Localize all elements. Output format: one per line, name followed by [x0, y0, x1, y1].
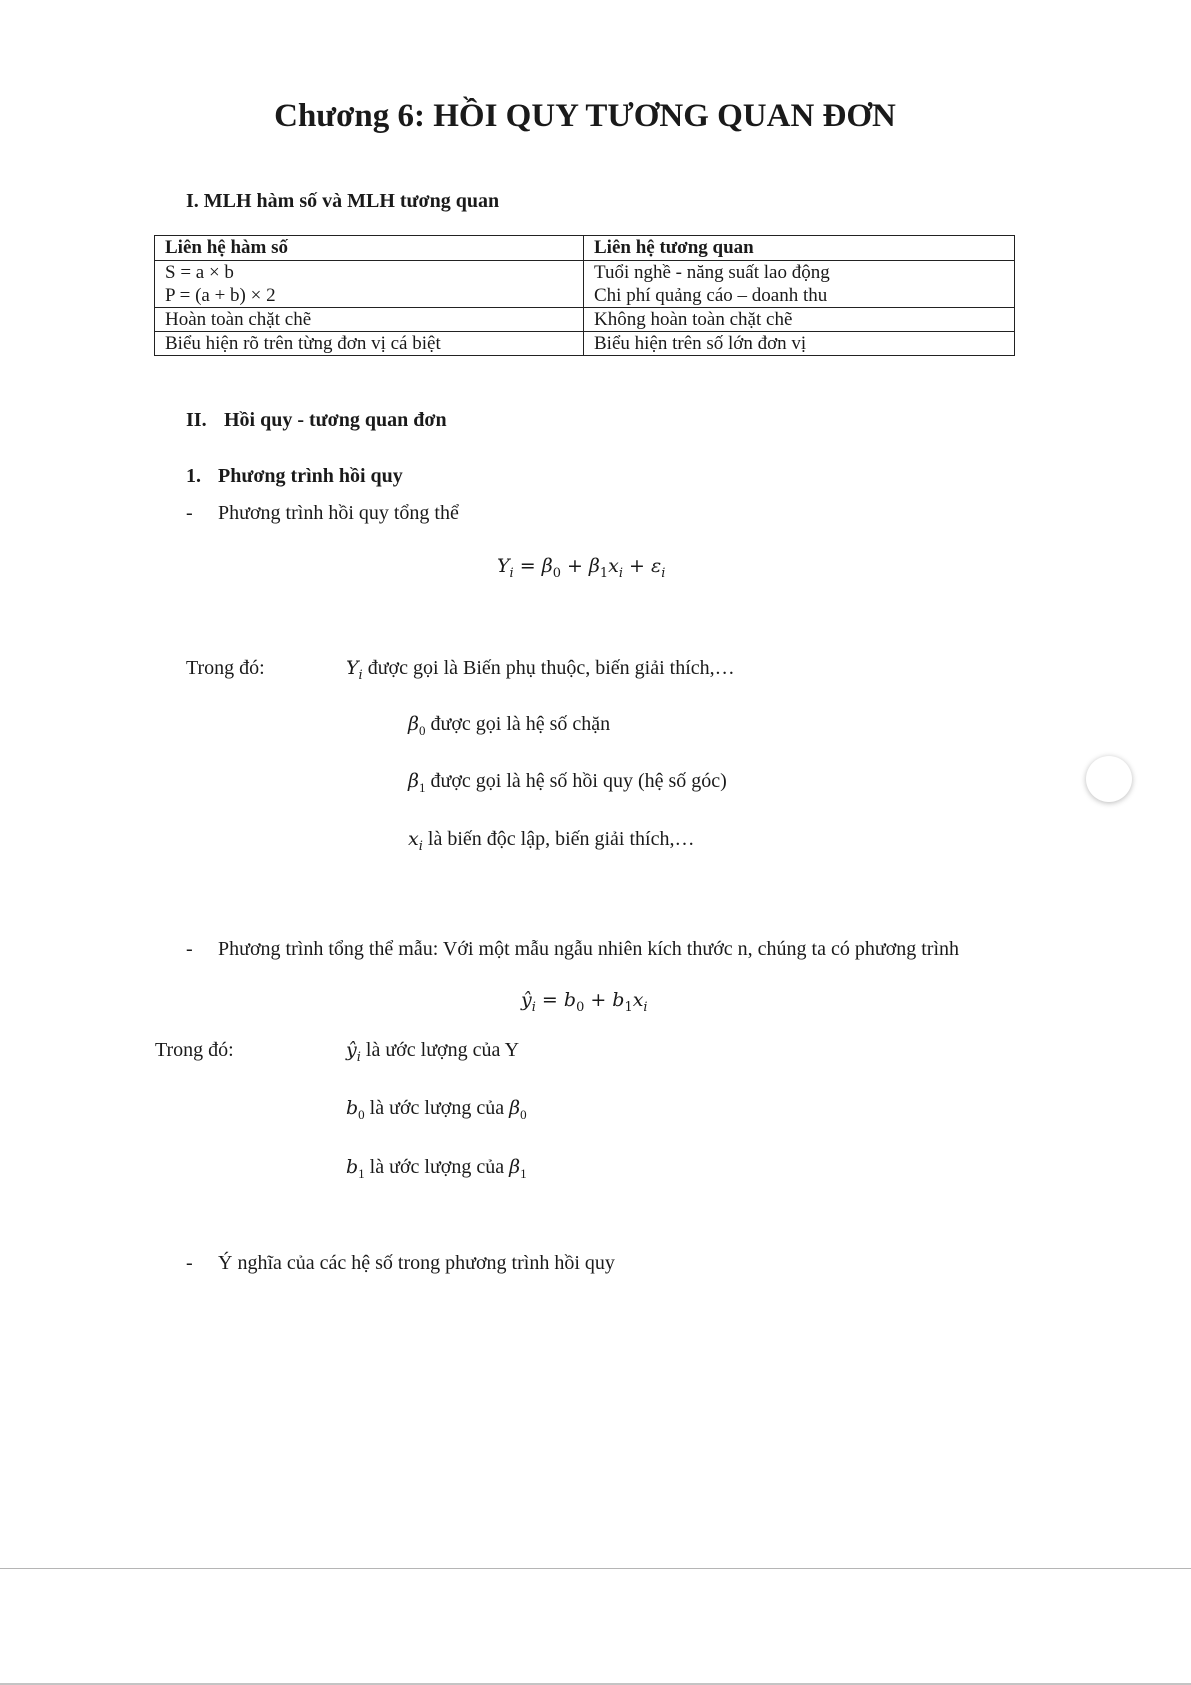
bullet-dash: -: [186, 1252, 193, 1274]
def-symbol: Y: [346, 657, 359, 679]
def-symbol: β: [509, 1097, 521, 1119]
eq-symbol: b: [563, 989, 577, 1011]
table-row: [155, 308, 1015, 332]
bullet-text: Phương trình tổng thể mẫu: Với một mẫu ngẫu nhiên kích thước n, chúng ta có phương trình: [218, 938, 960, 960]
comparison-table: [154, 235, 1015, 356]
def-symbol: b: [346, 1097, 359, 1119]
definition-line: [346, 1156, 527, 1182]
def-text: được gọi là hệ số hồi quy (hệ số góc): [425, 770, 727, 792]
table-cell: Không hoàn toàn chặt chẽ: [584, 308, 1015, 332]
bullet-dash: -: [186, 938, 193, 960]
table-cell: Chi phí quảng cáo – doanh thu: [584, 284, 1015, 308]
sample-regression-equation: [521, 989, 648, 1015]
eq-symbol: x: [632, 989, 644, 1011]
eq-operator: +: [566, 555, 583, 577]
page-title: Chương 6: HỒI QUY TƯƠNG QUAN ĐƠN: [274, 98, 896, 134]
def-symbol: x: [408, 828, 419, 850]
section-heading-1: I. MLH hàm số và MLH tương quan: [186, 190, 500, 212]
def-text: là ước lượng của Y: [360, 1039, 520, 1061]
eq-subscript: 1: [624, 999, 633, 1015]
def-subscript: 0: [418, 723, 426, 738]
eq-operator: +: [590, 989, 607, 1011]
definition-line: [346, 657, 735, 683]
population-regression-equation: [497, 555, 665, 581]
subsection-heading: Phương trình hồi quy: [218, 465, 403, 487]
where-label: Trong đó:: [186, 657, 265, 679]
table-row: [155, 284, 1015, 308]
table-cell: Biểu hiện trên số lớn đơn vị: [584, 332, 1015, 356]
table-cell: Hoàn toàn chặt chẽ: [155, 308, 584, 332]
def-symbol: β: [408, 713, 419, 735]
eq-symbol: β: [541, 555, 553, 577]
eq-subscript: i: [509, 565, 514, 581]
eq-subscript: 0: [552, 565, 561, 581]
definition-line: [408, 770, 727, 796]
eq-symbol: b: [612, 989, 625, 1011]
table-header-cell: Liên hệ hàm số: [155, 236, 584, 261]
bullet-text: Phương trình hồi quy tổng thể: [218, 502, 459, 524]
def-symbol: ŷ: [346, 1039, 357, 1061]
def-subscript: i: [358, 668, 363, 683]
eq-subscript: i: [661, 565, 666, 581]
table-row: [155, 332, 1015, 356]
table-row: [155, 261, 1015, 285]
definition-line: [408, 713, 610, 739]
eq-operator: =: [519, 555, 536, 577]
def-symbol: b: [346, 1156, 359, 1178]
section-heading-2: Hồi quy - tương quan đơn: [224, 409, 447, 431]
def-symbol: β: [408, 770, 419, 792]
section-heading-2-number: II.: [186, 409, 207, 431]
eq-symbol: ε: [651, 555, 662, 577]
table-header-row: [155, 236, 1015, 261]
where-label: Trong đó:: [155, 1039, 234, 1061]
def-subscript: 1: [358, 1166, 365, 1181]
table-cell: Biểu hiện rõ trên từng đơn vị cá biệt: [155, 332, 584, 356]
def-subscript: i: [356, 1050, 361, 1065]
bullet-text: Ý nghĩa của các hệ số trong phương trình hồi quy: [218, 1252, 615, 1274]
def-subscript: 1: [520, 1166, 527, 1181]
def-text: là ước lượng của: [364, 1156, 510, 1178]
bullet-dash: -: [186, 502, 193, 524]
def-subscript: i: [418, 839, 423, 854]
page-divider: [0, 1568, 1191, 1569]
table-cell: P = (a + b) × 2: [155, 284, 584, 308]
eq-operator: =: [541, 989, 558, 1011]
table-cell: S = a × b: [155, 261, 584, 285]
eq-symbol: ŷ: [521, 989, 532, 1011]
eq-symbol: Y: [497, 555, 510, 577]
eq-subscript: i: [643, 999, 648, 1015]
def-subscript: 0: [358, 1107, 365, 1122]
floating-action-button[interactable]: [1086, 756, 1132, 802]
definition-line: [346, 1097, 527, 1123]
def-symbol: β: [509, 1156, 521, 1178]
table-cell: Tuổi nghề - năng suất lao động: [584, 261, 1015, 285]
eq-subscript: i: [618, 565, 623, 581]
table-header-cell: Liên hệ tương quan: [584, 236, 1015, 261]
subsection-number: 1.: [186, 465, 201, 487]
def-subscript: 1: [418, 780, 426, 795]
definition-line: [408, 828, 694, 854]
def-text: là biến độc lập, biến giải thích,…: [422, 828, 695, 850]
eq-operator: +: [629, 555, 645, 577]
definition-line: [346, 1039, 519, 1065]
def-text: được gọi là Biến phụ thuộc, biến giải thích,…: [362, 657, 735, 679]
eq-symbol: x: [608, 555, 619, 577]
eq-subscript: 1: [599, 565, 609, 581]
def-text: được gọi là hệ số chặn: [425, 713, 611, 735]
eq-symbol: β: [588, 555, 600, 577]
eq-subscript: i: [531, 999, 536, 1015]
def-subscript: 0: [520, 1107, 527, 1122]
def-text: là ước lượng của: [364, 1097, 510, 1119]
eq-subscript: 0: [576, 999, 585, 1015]
